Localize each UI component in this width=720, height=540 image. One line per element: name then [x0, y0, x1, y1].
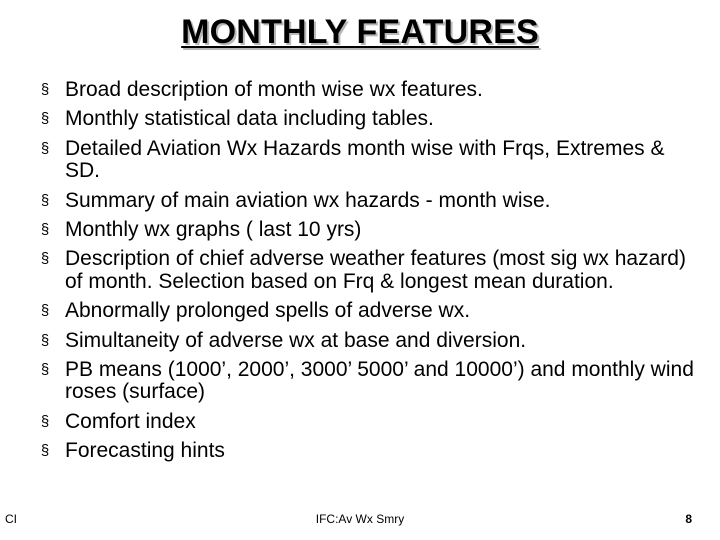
bullet-marker-icon: § [40, 412, 50, 430]
footer-center-text: IFC:Av Wx Smry [315, 512, 405, 526]
bullet-item [38, 138, 698, 183]
bullet-item [38, 359, 698, 404]
bullet-marker-icon: § [40, 302, 50, 320]
page-number: 8 [685, 512, 692, 526]
bullet-text: Broad description of month wise wx features. [65, 78, 483, 101]
bullet-item [38, 330, 698, 352]
bullet-text: Forecasting hints [65, 439, 225, 463]
bullet-item [38, 190, 698, 212]
bullet-marker-icon: § [40, 110, 50, 128]
bullet-item [38, 79, 698, 101]
bullet-marker-icon: § [40, 191, 50, 209]
bullet-text: PB means (1000’, 2000’, 3000’ 5000’ and 10000’) and monthly wind roses (surface) [65, 358, 694, 404]
bullet-marker-icon: § [40, 250, 50, 268]
footer-left-text: CI [5, 512, 17, 526]
bullet-text: Monthly statistical data including tables. [65, 107, 434, 131]
bullet-item [38, 219, 698, 241]
bullet-item [38, 411, 698, 433]
bullet-text: Monthly wx graphs ( last 10 yrs) [65, 218, 362, 242]
bullet-item [38, 248, 698, 293]
bullet-text: Comfort index [65, 409, 196, 433]
bullet-text: Summary of main aviation wx hazards - month wise. [65, 188, 551, 212]
bullet-item [38, 440, 698, 462]
bullet-text: Simultaneity of adverse wx at base and diversion. [65, 328, 527, 352]
bullet-text: Description of chief adverse weather features (most sig wx hazard) of month. Selection based on Frq & longest mean duration. [65, 247, 686, 293]
bullet-marker-icon: § [40, 442, 50, 460]
bullet-marker-icon: § [40, 221, 50, 239]
bullet-marker-icon: § [40, 139, 50, 157]
bullet-marker-icon: § [40, 331, 50, 349]
bullet-item [38, 108, 698, 130]
bullet-marker-icon: § [40, 81, 50, 98]
bullet-list [38, 79, 698, 470]
bullet-text: Abnormally prolonged spells of adverse wx. [65, 299, 471, 323]
bullet-text: Detailed Aviation Wx Hazards month wise with Frqs, Extremes & SD. [65, 136, 665, 183]
slide-title: MONTHLY FEATURES [181, 13, 539, 51]
bullet-item [38, 300, 698, 322]
bullet-marker-icon: § [40, 361, 50, 379]
